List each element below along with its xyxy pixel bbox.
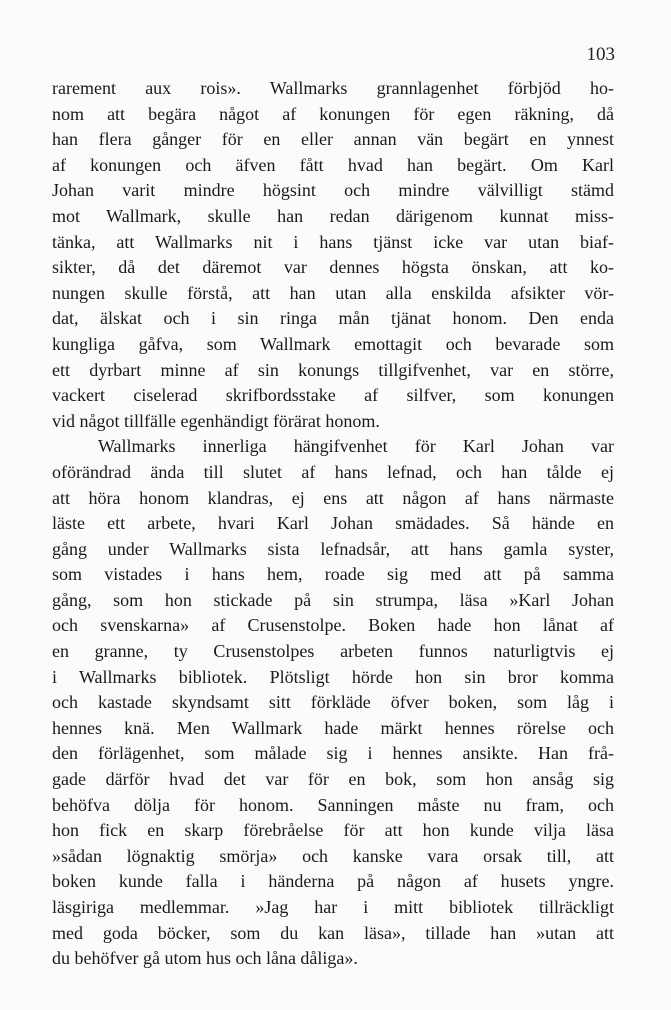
text-block xyxy=(52,76,614,972)
text-line: han flera gånger för en eller annan vän begärt en ynnest xyxy=(52,129,614,150)
text-line: hennes knä. Men Wallmark hade märkt hennes rörelse och xyxy=(52,717,614,738)
text-line: Johan varit mindre högsint och mindre välvilligt stämd xyxy=(52,180,614,201)
text-line: en granne, ty Crusenstolpes arbeten funnos naturligtvis ej xyxy=(52,641,614,662)
text-line: och svenskarna» af Crusenstolpe. Boken hade hon lånat af xyxy=(52,615,614,636)
text-line: af konungen och äfven fått hvad han begärt. Om Karl xyxy=(52,154,614,175)
text-line: tänka, att Wallmarks nit i hans tjänst icke var utan biaf- xyxy=(52,231,614,252)
text-line: vackert ciselerad skrifbordsstake af silfver, som konungen xyxy=(52,385,614,406)
text-line: vid något tillfälle egenhändigt förärat honom. xyxy=(52,410,380,431)
paragraph-2 xyxy=(52,434,614,971)
text-line: läsgiriga medlemmar. »Jag har i mitt bibliotek tillräckligt xyxy=(52,897,614,917)
text-line: gång, som hon stickade på sin strumpa, läsa »Karl Johan xyxy=(52,589,614,610)
text-line: den förlägenhet, som målade sig i hennes ansikte. Han frå- xyxy=(52,743,614,764)
text-line: oförändrad ända till slutet af hans lefnad, och han tålde ej xyxy=(52,461,614,482)
text-line: hon fick en skarp förebråelse för att hon kunde vilja läsa xyxy=(52,820,614,841)
text-line: kungliga gåfva, som Wallmark emottagit och bevarade som xyxy=(52,333,614,354)
text-line: behöfva dölja för honom. Sanningen måste nu fram, och xyxy=(52,794,614,815)
text-line: sikter, då det däremot var dennes högsta önskan, att ko- xyxy=(52,257,614,278)
text-line: Wallmarks innerliga hängifvenhet för Karl Johan var xyxy=(98,436,614,457)
text-line: nungen skulle förstå, att han utan alla enskilda afsikter vör- xyxy=(52,282,614,303)
text-line: ett dyrbart minne af sin konungs tillgifvenhet, var en större, xyxy=(52,359,614,380)
text-line: att höra honom klandras, ej ens att någon af hans närmaste xyxy=(52,487,614,508)
text-line: och kastade skyndsamt sitt förkläde öfver boken, som låg i xyxy=(52,692,614,713)
text-line: boken kunde falla i händerna på någon af husets yngre. xyxy=(52,871,614,892)
text-line: nom att begära något af konungen för egen räkning, då xyxy=(52,103,614,124)
paragraph-1 xyxy=(52,76,614,434)
text-line: som vistades i hans hem, roade sig med att på samma xyxy=(52,564,614,585)
text-line: du behöfver gå utom hus och låna dåliga». xyxy=(52,948,358,969)
text-line: dat, älskat och i sin ringa mån tjänat honom. Den enda xyxy=(52,308,614,329)
page-number: 103 xyxy=(586,44,615,65)
text-line: läste ett arbete, hvari Karl Johan smädades. Så hände en xyxy=(52,513,614,534)
text-line: rarement aux rois». Wallmarks grannlagenhet förbjöd ho- xyxy=(52,78,614,98)
text-line: »sådan lögnaktig smörja» och kanske vara orsak till, att xyxy=(52,845,614,866)
text-line: mot Wallmark, skulle han redan därigenom kunnat miss- xyxy=(52,205,614,226)
text-line: gång under Wallmarks sista lefnadsår, att hans gamla syster, xyxy=(52,538,614,559)
text-line: med goda böcker, som du kan läsa», tillade han »utan att xyxy=(52,922,614,943)
text-line: gade därför hvad det var för en bok, som hon ansåg sig xyxy=(52,769,614,790)
text-line: i Wallmarks bibliotek. Plötsligt hörde hon sin bror komma xyxy=(52,666,614,687)
